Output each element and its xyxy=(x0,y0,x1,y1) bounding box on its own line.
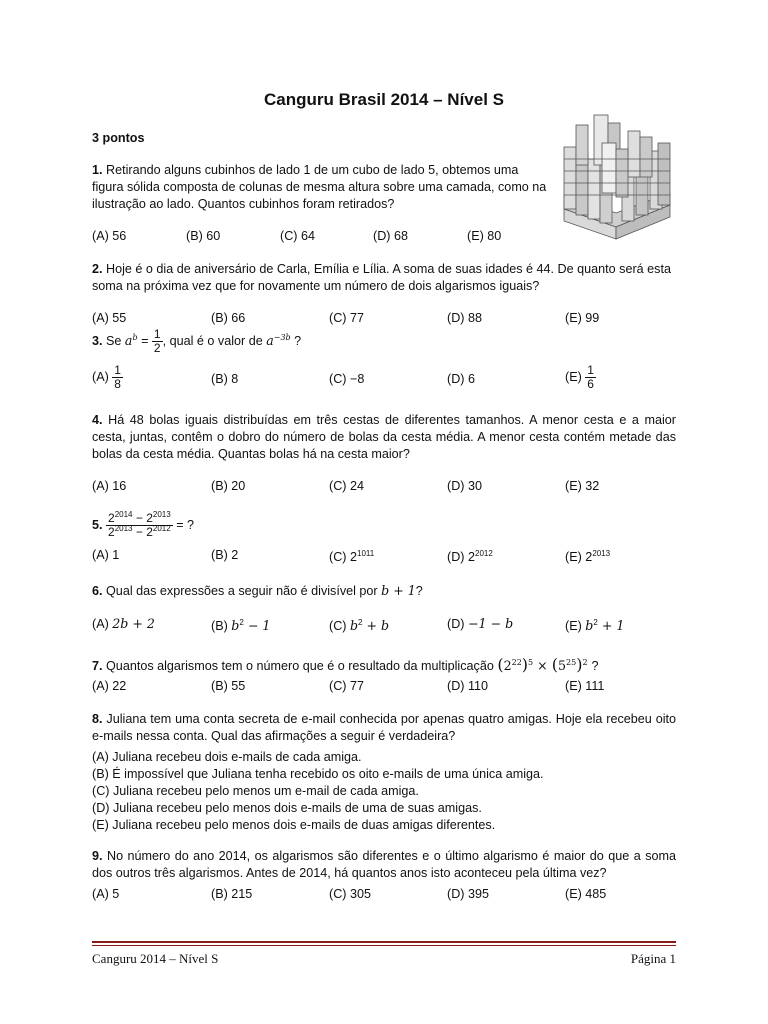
q8-option-a: (A) Juliana recebeu dois e-mails de cada amiga. xyxy=(92,750,362,764)
question-1 xyxy=(92,162,548,213)
q4-option-a: (A) 16 xyxy=(92,479,127,493)
footer-page-number: Página 1 xyxy=(630,951,676,966)
q3-half-fraction: $\frac{1}{2}$ xyxy=(153,327,161,355)
question-2 xyxy=(92,261,676,295)
question-number: 6. xyxy=(92,584,103,598)
q6-option-b: (B) $b^2 - 1$ xyxy=(211,618,271,633)
q4-option-b: (B) 20 xyxy=(211,479,246,493)
question-number: 3. xyxy=(92,333,103,348)
page-title: Canguru Brasil 2014 – Nível S xyxy=(264,90,504,109)
q5-eq: = ? xyxy=(176,517,195,532)
q7-option-c: (C) 77 xyxy=(329,679,364,693)
q6-option-c: (C) $b^2 + b$ xyxy=(329,618,390,633)
q3-option-e: (E) $\frac{1}{6}$ xyxy=(565,363,594,391)
q7-expression: $(2^{22})^5 \times (5^{25})^2$ xyxy=(497,655,588,674)
q3-exp-b: b xyxy=(132,332,138,342)
q7-suffix: ? xyxy=(591,659,599,673)
q6-expr: b + 1 xyxy=(381,583,416,598)
q5-option-a: (A) 1 xyxy=(92,548,120,562)
q3-option-d: (D) 6 xyxy=(447,372,475,386)
question-4 xyxy=(92,412,676,463)
q3-suffix: ? xyxy=(294,333,302,348)
question-7 xyxy=(92,655,599,674)
question-9 xyxy=(92,848,676,882)
question-text: Juliana tem uma conta secreta de e-mail conhecida por apenas quatro amigas. Hoje ela recebeu oito e-mails nessa conta. Qual das afirmações a seguir é verdadeira? xyxy=(92,712,676,743)
q6-option-a: (A) 2b + 2 xyxy=(92,616,155,631)
q2-option-c: (C) 77 xyxy=(329,311,364,325)
cube-columns-figure xyxy=(556,113,678,241)
q8-option-b: (B) É impossível que Juliana tenha recebido os oito e-mails de uma única amiga. xyxy=(92,767,544,781)
q3-base-2: a xyxy=(266,332,274,348)
q1-option-e: (E) 80 xyxy=(467,229,502,243)
question-text: Qual das expressões a seguir não é divisível por xyxy=(106,584,378,598)
q6-suffix: ? xyxy=(415,584,423,598)
q5-option-b: (B) 2 xyxy=(211,548,239,562)
question-6 xyxy=(92,583,423,598)
q4-option-c: (C) 24 xyxy=(329,479,364,493)
question-5 xyxy=(92,512,194,539)
q8-option-d: (D) Juliana recebeu pelo menos dois e-mails de uma de suas amigas. xyxy=(92,801,482,815)
question-text: No número do ano 2014, os algarismos são diferentes e o último algarismo é maior do que a soma dos outros três algarismos. Antes de 2014, há quantos anos isto aconteceu pela última vez? xyxy=(92,849,676,880)
q1-option-d: (D) 68 xyxy=(373,229,408,243)
q1-option-a: (A) 56 xyxy=(92,229,127,243)
q5-option-d: (D) $2^{2012}$ xyxy=(447,549,493,564)
question-number: 2. xyxy=(92,262,103,276)
question-number: 1. xyxy=(92,163,103,177)
q5-option-e: (E) $2^{2013}$ xyxy=(565,549,611,564)
q9-option-d: (D) 395 xyxy=(447,887,489,901)
q2-option-b: (B) 66 xyxy=(211,311,246,325)
q7-option-e: (E) 111 xyxy=(565,679,605,693)
q3-prefix: Se xyxy=(106,333,122,348)
question-number: 8. xyxy=(92,712,103,726)
question-3 xyxy=(92,328,301,355)
question-text: Retirando alguns cubinhos de lado 1 de um cubo de lado 5, obtemos uma figura sólida composta de colunas de mesma altura sobre uma camada, como na ilustração ao lado. Quantos cubinhos foram retirados? xyxy=(92,163,547,211)
footer-rule-thin xyxy=(92,945,676,946)
q3-option-b: (B) 8 xyxy=(211,372,239,386)
q3-exp-neg3b: −3b xyxy=(273,332,291,342)
q4-option-d: (D) 30 xyxy=(447,479,482,493)
q3-option-a: (A) $\frac{1}{8}$ xyxy=(92,363,121,391)
question-number: 5. xyxy=(92,517,103,532)
q3-eq: = xyxy=(141,333,149,348)
q5-fraction: $\frac{2^{2014} - 2^{2013}}{2^{2013} - 2^{2012}}$ xyxy=(108,510,171,539)
q3-mid: , qual é o valor de xyxy=(162,333,263,348)
footer-left: Canguru 2014 – Nível S xyxy=(92,951,219,966)
q1-option-c: (C) 64 xyxy=(280,229,315,243)
q9-option-b: (B) 215 xyxy=(211,887,253,901)
q8-options-list xyxy=(92,749,544,834)
q4-option-e: (E) 32 xyxy=(565,479,600,493)
q2-option-d: (D) 88 xyxy=(447,311,482,325)
q7-option-a: (A) 22 xyxy=(92,679,127,693)
q9-option-e: (E) 485 xyxy=(565,887,607,901)
q9-option-a: (A) 5 xyxy=(92,887,120,901)
q6-option-d: (D) −1 − b xyxy=(447,616,514,631)
footer-rule-thick xyxy=(92,941,676,943)
q9-option-c: (C) 305 xyxy=(329,887,371,901)
question-text: Hoje é o dia de aniversário de Carla, Emília e Lília. A soma de suas idades é 44. De quanto será esta soma na próxima vez que for novamente um número de dois algarismos iguais? xyxy=(92,262,671,293)
q2-option-e: (E) 99 xyxy=(565,311,600,325)
q5-option-c: (C) $2^{1011}$ xyxy=(329,549,375,564)
q1-option-b: (B) 60 xyxy=(186,229,221,243)
q7-option-b: (B) 55 xyxy=(211,679,246,693)
q7-option-d: (D) 110 xyxy=(447,679,489,693)
question-number: 4. xyxy=(92,413,103,427)
q6-option-e: (E) $b^2 + 1$ xyxy=(565,618,625,633)
question-text: Quantos algarismos tem o número que é o resultado da multiplicação xyxy=(106,659,494,673)
question-number: 7. xyxy=(92,659,103,673)
q3-base: a xyxy=(124,332,133,348)
q2-option-a: (A) 55 xyxy=(92,311,127,325)
q3-option-c: (C) −8 xyxy=(329,372,365,386)
question-number: 9. xyxy=(92,849,103,863)
question-8 xyxy=(92,711,676,745)
q8-option-c: (C) Juliana recebeu pelo menos um e-mail de cada amiga. xyxy=(92,784,419,798)
question-text: Há 48 bolas iguais distribuídas em três cestas de diferentes tamanhos. A menor cesta e a maior cesta, juntas, contêm o dobro do número de bolas da cesta média. A menor cesta contém metade das bolas da cesta média. Quantas bolas há na cesta maior? xyxy=(92,413,676,461)
q8-option-e: (E) Juliana recebeu pelo menos dois e-mails de duas amigas diferentes. xyxy=(92,818,496,832)
section-heading: 3 pontos xyxy=(92,131,145,145)
